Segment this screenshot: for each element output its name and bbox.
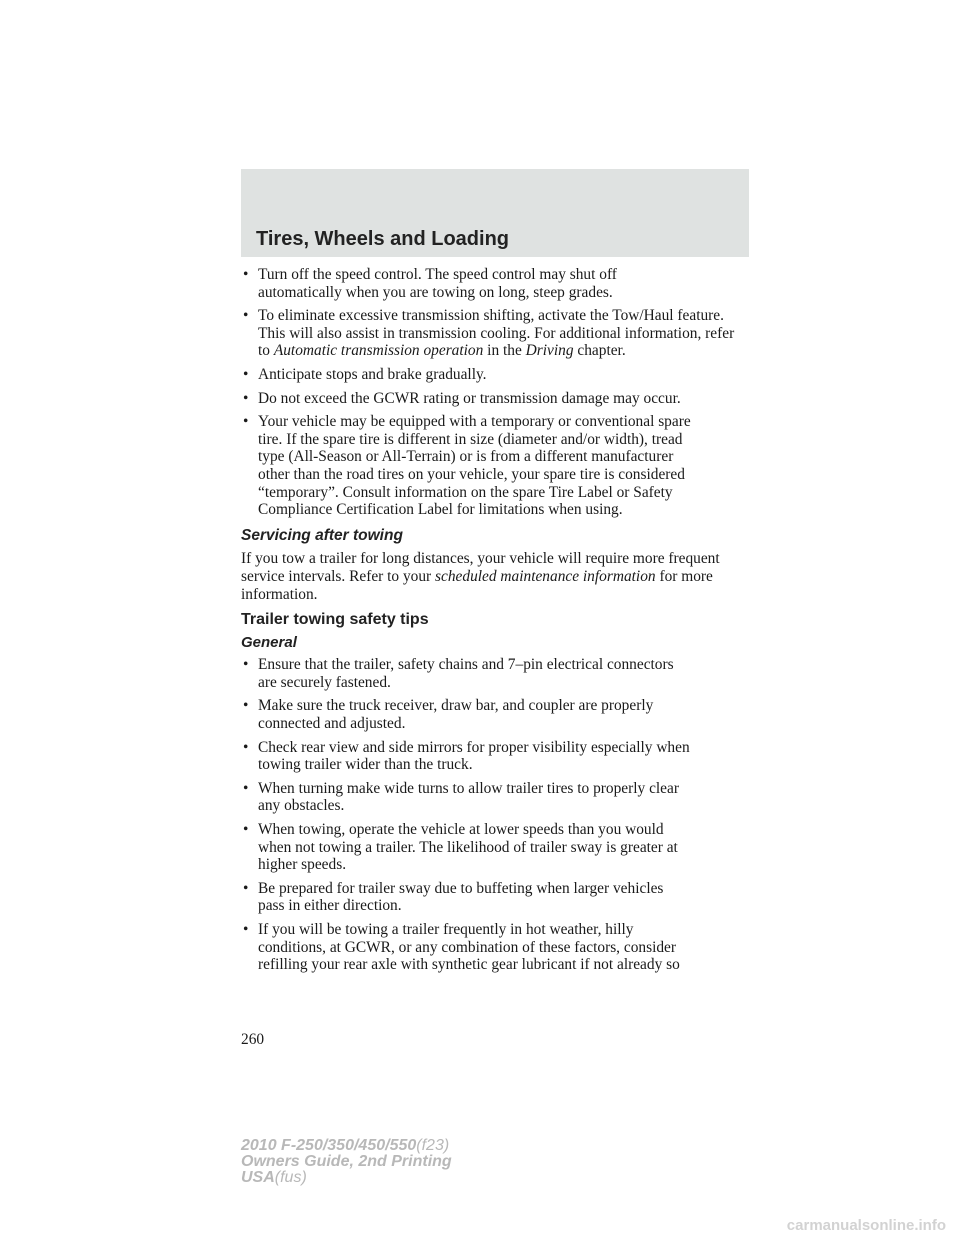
cross-reference: Driving bbox=[525, 342, 574, 360]
list-item: • Be prepared for trailer sway due to buffeting when larger vehicles pass in either direction. bbox=[243, 879, 664, 915]
bullet-icon: • bbox=[243, 656, 249, 674]
list-item: • Make sure the truck receiver, draw bar, and coupler are properly connected and adjusted. bbox=[243, 697, 654, 733]
footer-imprint bbox=[241, 1138, 452, 1186]
list-item: • Check rear view and side mirrors for proper visibility especially when towing trailer wider than the truck. bbox=[243, 738, 690, 774]
bullet-icon: • bbox=[243, 307, 249, 325]
bullet-icon: • bbox=[243, 921, 249, 938]
servicing-heading: Servicing after towing bbox=[241, 526, 403, 544]
bullet-list-safety bbox=[241, 656, 749, 974]
bullet-icon: • bbox=[243, 697, 249, 715]
footer-line-1: 2010 F-250/350/450/550(f23) bbox=[241, 1137, 450, 1154]
bullet-icon: • bbox=[243, 389, 249, 407]
safety-subheading: General bbox=[241, 633, 297, 651]
footer-line-2: Owners Guide, 2nd Printing bbox=[241, 1153, 452, 1170]
bullet-icon: • bbox=[243, 266, 249, 283]
list-item: • Do not exceed the GCWR rating or transmission damage may occur. bbox=[243, 389, 681, 407]
list-item: • Your vehicle may be equipped with a temporary or conventional spare tire. If the spare tire is different in size (diameter and/or width), tread type (All-Season or All-Terrain) or is from a different manufacturer other than the road tires on your vehicle, your spare tire is considered “temporary”. Consult information on the spare Tire Label or Safety Compliance Certification Label for limitations when using. bbox=[243, 413, 691, 519]
list-item: • When towing, operate the vehicle at lower speeds than you would when not towing a trailer. The likelihood of trailer sway is greater at higher speeds. bbox=[243, 821, 678, 874]
list-item: • If you will be towing a trailer frequently in hot weather, hilly conditions, at GCWR, or any combination of these factors, consider refilling your rear axle with synthetic gear lubricant if not already so bbox=[243, 921, 680, 974]
bullet-icon: • bbox=[243, 779, 249, 797]
bullet-icon: • bbox=[243, 879, 249, 897]
servicing-paragraph: If you tow a trailer for long distances, your vehicle will require more frequent service intervals. Refer to your scheduled maintenance information for more information. bbox=[241, 550, 720, 603]
list-item: • Ensure that the trailer, safety chains and 7–pin electrical connectors are securely fastened. bbox=[243, 656, 674, 691]
list-item: • Anticipate stops and brake gradually. bbox=[243, 365, 487, 383]
page-content bbox=[241, 266, 749, 980]
safety-heading: Trailer towing safety tips bbox=[241, 611, 429, 629]
list-item: • To eliminate excessive transmission shifting, activate the Tow/Haul feature. This will also assist in transmission cooling. For additional information, refer to Automatic transmission operation in the Driving chapter. bbox=[243, 307, 735, 360]
footer-line-3: USA(fus) bbox=[241, 1169, 307, 1186]
page-number: 260 bbox=[241, 1031, 265, 1048]
cross-reference: scheduled maintenance information bbox=[435, 567, 656, 585]
section-title: Tires, Wheels and Loading bbox=[256, 228, 510, 250]
bullet-icon: • bbox=[243, 821, 249, 839]
bullet-icon: • bbox=[243, 738, 249, 756]
bullet-icon: • bbox=[243, 365, 249, 383]
cross-reference: Automatic transmission operation bbox=[273, 342, 484, 360]
bullet-list-top bbox=[241, 266, 749, 519]
list-item: • When turning make wide turns to allow trailer tires to properly clear any obstacles. bbox=[243, 779, 679, 815]
list-item: • Turn off the speed control. The speed control may shut off automatically when you are towing on long, steep grades. bbox=[243, 266, 617, 301]
watermark: carmanualsonline.info bbox=[786, 1217, 946, 1234]
bullet-icon: • bbox=[243, 413, 249, 431]
